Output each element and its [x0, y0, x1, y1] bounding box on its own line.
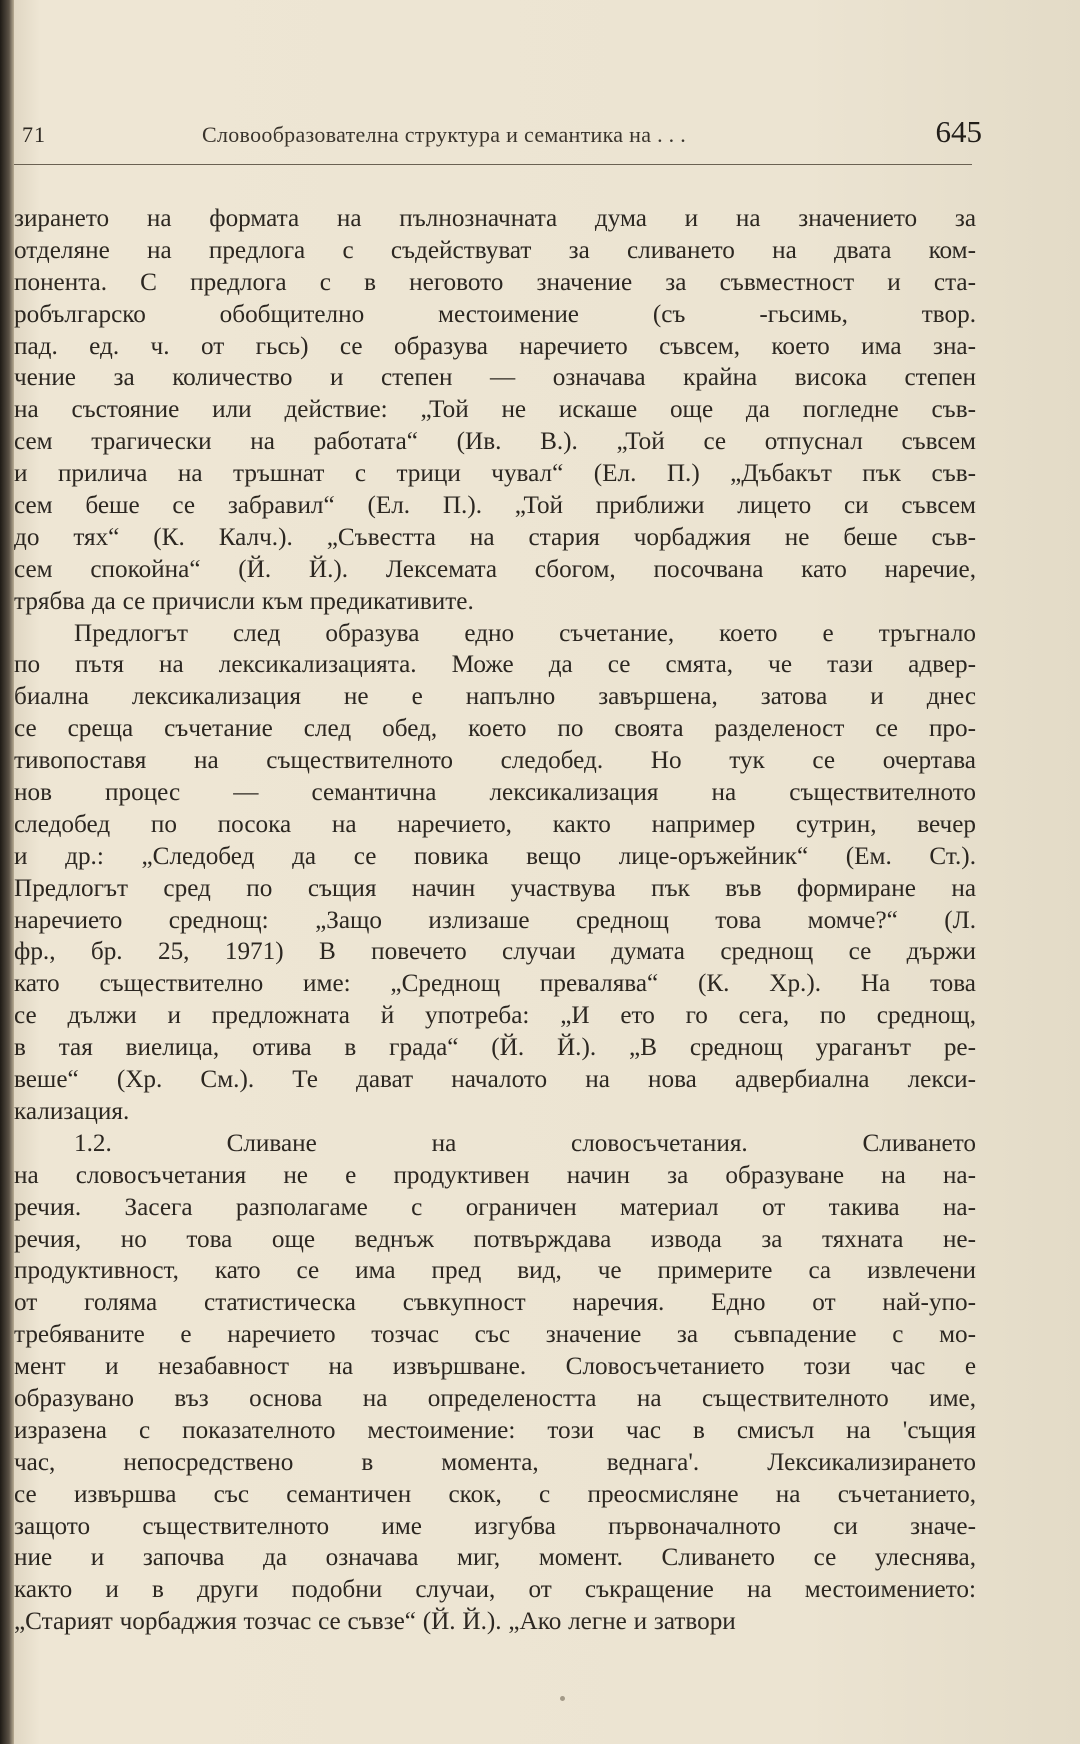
text-line: фр., бр. 25, 1971) В повечето случаи думата среднощ се държи — [14, 938, 976, 966]
text-line: сем беше се забравил“ (Ел. П.). „Той приближи лицето си съвсем — [14, 492, 976, 520]
text-line: Предлогът след образува едно съчетание, което е тръгнало — [74, 619, 976, 647]
text-line: речия, но това още веднъж потвърждава извода за тяхната не- — [14, 1225, 976, 1253]
text-line: защото съществителното име изгубва първоначалното си значе- — [14, 1512, 976, 1540]
text-line: веше“ (Хр. См.). Те дават началото на нова адвербиална лекси- — [14, 1066, 976, 1094]
page-number: 645 — [935, 114, 982, 149]
text-line: робългарско обобщително местоимение (съ -гьсимь, твор. — [14, 300, 976, 328]
text-line: образувано въз основа на определеността на съществителното име, — [14, 1384, 976, 1412]
text-line: мент и незабавност на извършване. Словосъчетанието този час е — [14, 1353, 976, 1381]
body-text — [14, 203, 976, 1638]
text-line: от голяма статистическа съвкупност наречия. Едно от най-упо- — [14, 1289, 976, 1317]
text-line: по пътя на лексикализацията. Може да се смята, че тази адвер- — [14, 651, 976, 679]
text-line: изразена с показателното местоимение: този час в смисъл на 'същия — [14, 1416, 976, 1444]
text-line: и др.: „Следобед да се повика вещо лице-оръжейник“ (Ем. Ст.). — [14, 842, 976, 870]
text-line: ние и започва да означава миг, момент. Сливането се улеснява, — [14, 1544, 976, 1572]
text-line: се среща съчетание след обед, което по своята разделеност се про- — [14, 715, 976, 743]
text-line: като съществително име: „Среднощ превалява“ (К. Хр.). На това — [14, 970, 976, 998]
text-line: речия. Засега разполагаме с ограничен материал от такива на- — [14, 1193, 976, 1221]
book-binding-edge — [0, 0, 14, 1744]
text-line: се извършва със семантичен скок, с преосмисляне на съчетанието, — [14, 1480, 976, 1508]
text-line: понента. С предлога с в неговото значение за съвместност и ста- — [14, 268, 976, 296]
text-line: пад. ед. ч. от гьсь) се образува наречието съвсем, което има зна- — [14, 332, 976, 360]
text-line: 1.2. Сливане на словосъчетания. Сливането — [74, 1129, 976, 1157]
text-line: както и в други подобни случаи, от съкращение на местоимението: — [14, 1576, 976, 1604]
header-left-number: 71 — [22, 122, 46, 147]
text-line: до тях“ (К. Калч.). „Съвестта на стария чорбаджия не беше съв- — [14, 523, 976, 551]
page-smudge — [560, 1696, 565, 1701]
running-title: Словообразователна структура и семантика на . . . — [202, 122, 687, 147]
text-line: кализация. — [14, 1097, 130, 1125]
text-line: следобед по посока на наречието, както например сутрин, вечер — [14, 810, 976, 838]
text-line: чение за количество и степен — означава крайна висока степен — [14, 364, 976, 392]
text-line: сем спокойна“ (Й. Й.). Лексемата сбогом, посочвана като наречие, — [14, 555, 976, 583]
text-line: час, непосредствено в момента, веднага'. Лексикализирането — [14, 1448, 976, 1476]
text-line: биална лексикализация не е напълно завършена, затова и днес — [14, 683, 976, 711]
text-line: тивопоставя на съществителното следобед. Но тук се очертава — [14, 747, 976, 775]
text-line: и прилича на тръшнат с трици чувал“ (Ел. П.) „Дъбакът пък съв- — [14, 460, 976, 488]
running-header — [22, 112, 982, 156]
text-line: на словосъчетания не е продуктивен начин за образуване на на- — [14, 1161, 976, 1189]
text-line: трябва да се причисли към предикативите. — [14, 587, 474, 615]
text-line: наречието среднощ: „Защо излизаше среднощ това момче?“ (Л. — [14, 906, 976, 934]
text-line: на състояние или действие: „Той не искаше още да погледне съв- — [14, 396, 976, 424]
text-line: се дължи и предложната й употреба: „И ето го сега, по среднощ, — [14, 1002, 976, 1030]
text-line: отделяне на предлога с съдействуват за сливането на двата ком- — [14, 236, 976, 264]
text-line: зирането на формата на пълнозначната дума и на значението за — [14, 205, 976, 232]
text-line: в тая виелица, отива в града“ (Й. Й.). „В среднощ ураганът ре- — [14, 1034, 976, 1062]
text-line: продуктивност, като се има пред вид, че примерите са извлечени — [14, 1257, 976, 1285]
text-line: Предлогът сред по същия начин участвува пък във формиране на — [14, 874, 976, 902]
text-line: сем трагически на работата“ (Ив. В.). „Той се отпуснал съвсем — [14, 428, 976, 456]
text-line: требяваните е наречието тозчас със значение за съвпадение с мо- — [14, 1321, 976, 1349]
header-rule — [14, 164, 972, 165]
text-line: нов процес — семантична лексикализация на съществителното — [14, 779, 976, 807]
text-line: „Старият чорбаджия тозчас се съвзе“ (Й. Й.). „Ако легне и затвори — [14, 1608, 736, 1636]
